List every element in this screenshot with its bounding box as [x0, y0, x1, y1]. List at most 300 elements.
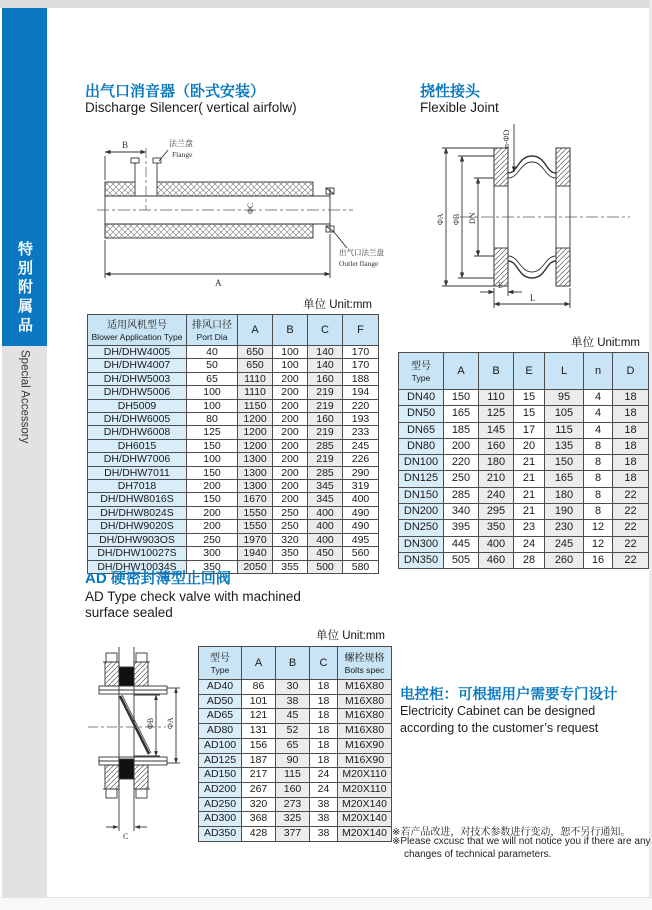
silencer-cell: 1300: [238, 466, 273, 479]
ad-cell: M16X80: [338, 724, 392, 739]
flexible-cell: 150: [545, 455, 584, 471]
silencer-cell: 250: [187, 533, 238, 546]
ad-row: [199, 827, 392, 842]
flexible-row: [399, 390, 649, 406]
ad-cell: AD80: [199, 724, 242, 739]
silencer-row: [88, 426, 379, 439]
silencer-row: [88, 346, 379, 359]
ad-cell: M20X140: [338, 812, 392, 827]
ad-cell: 160: [276, 782, 310, 797]
ad-cell: 115: [276, 768, 310, 783]
silencer-cell: 200: [273, 386, 308, 399]
flexible-cell: 24: [514, 536, 545, 552]
silencer-cell: 100: [187, 453, 238, 466]
flexible-phi-b-label: ΦB: [452, 213, 461, 225]
flexible-cell: 23: [514, 520, 545, 536]
ad-cell: 101: [242, 694, 276, 709]
flexible-header: B: [479, 353, 514, 390]
silencer-cell: 320: [273, 533, 308, 546]
silencer-cell: 160: [308, 413, 343, 426]
ad-cell: 156: [242, 738, 276, 753]
flexible-joint-diagram: [430, 120, 640, 315]
silencer-row: [88, 533, 379, 546]
silencer-cell: 226: [343, 453, 379, 466]
ad-cell: 38: [310, 827, 338, 842]
silencer-cell: 1970: [238, 533, 273, 546]
footnote-en-line2: changes of technical parameters.: [404, 849, 552, 860]
silencer-cell: DH/DHW4007: [88, 359, 187, 372]
ad-cell: 267: [242, 782, 276, 797]
flexible-cell: 165: [444, 406, 479, 422]
flexible-table: [398, 352, 649, 569]
silencer-cell: 1200: [238, 439, 273, 452]
flexible-cell: DN250: [399, 520, 444, 536]
flexible-cell: 18: [613, 438, 649, 454]
flexible-dim-e-label: E: [498, 281, 503, 290]
flexible-title-zh: 挠性接头: [420, 83, 481, 100]
silencer-cell: 200: [273, 372, 308, 385]
flexible-cell: 22: [613, 520, 649, 536]
silencer-cell: DH/DHW10034S: [88, 560, 187, 573]
flexible-cell: 4: [584, 422, 613, 438]
flexible-cell: 21: [514, 487, 545, 503]
silencer-cell: 350: [187, 560, 238, 573]
flexible-cell: 220: [444, 455, 479, 471]
silencer-header: F: [343, 315, 379, 346]
flexible-cell: 18: [613, 455, 649, 471]
silencer-row: [88, 386, 379, 399]
flexible-cell: 185: [444, 422, 479, 438]
flexible-cell: 22: [613, 536, 649, 552]
flexible-cell: 145: [479, 422, 514, 438]
silencer-cell: DH/DHW7011: [88, 466, 187, 479]
flexible-cell: 4: [584, 406, 613, 422]
ad-cell: AD200: [199, 782, 242, 797]
flexible-cell: 200: [444, 438, 479, 454]
silencer-cell: 290: [343, 466, 379, 479]
silencer-cell: 345: [308, 493, 343, 506]
silencer-phi-c-label: ΦC: [246, 202, 255, 214]
flexible-phi-a-label: ΦA: [436, 213, 445, 225]
ad-cell: M16X80: [338, 709, 392, 724]
ad-header: B: [276, 647, 310, 680]
silencer-row: [88, 399, 379, 412]
ad-cell: 377: [276, 827, 310, 842]
flexible-cell: 8: [584, 438, 613, 454]
flexible-cell: DN80: [399, 438, 444, 454]
ad-cell: 65: [276, 738, 310, 753]
silencer-cell: DH/DHW903OS: [88, 533, 187, 546]
silencer-header: B: [273, 315, 308, 346]
silencer-cell: 40: [187, 346, 238, 359]
silencer-cell: 500: [308, 560, 343, 573]
ad-header: C: [310, 647, 338, 680]
silencer-cell: 140: [308, 359, 343, 372]
ad-unit-label: 单位 Unit:mm: [316, 630, 385, 642]
silencer-cell: 1110: [238, 386, 273, 399]
ad-cell: 121: [242, 709, 276, 724]
flexible-cell: 18: [613, 390, 649, 406]
ad-cell: 131: [242, 724, 276, 739]
ad-cell: 18: [310, 724, 338, 739]
sidebar-tab-special-accessory: [2, 8, 47, 346]
ad-cell: 38: [276, 694, 310, 709]
ad-cell: AD350: [199, 827, 242, 842]
ad-row: [199, 782, 392, 797]
silencer-cell: 100: [273, 359, 308, 372]
flexible-cell: 4: [584, 390, 613, 406]
flexible-row: [399, 406, 649, 422]
silencer-cell: 193: [343, 413, 379, 426]
flexible-cell: 18: [613, 406, 649, 422]
silencer-cell: DH/DHW4005: [88, 346, 187, 359]
ad-cell: 273: [276, 797, 310, 812]
silencer-cell: 1150: [238, 399, 273, 412]
flexible-cell: 21: [514, 471, 545, 487]
ad-cell: 52: [276, 724, 310, 739]
silencer-row: [88, 506, 379, 519]
silencer-cell: 495: [343, 533, 379, 546]
ad-cell: 428: [242, 827, 276, 842]
ad-title-en-line2: surface sealed: [85, 605, 173, 620]
ad-cell: AD40: [199, 680, 242, 695]
flexible-cell: 350: [479, 520, 514, 536]
flexible-cell: 12: [584, 536, 613, 552]
flexible-cell: DN65: [399, 422, 444, 438]
silencer-cell: 150: [187, 439, 238, 452]
flexible-cell: 18: [613, 422, 649, 438]
flexible-cell: 260: [545, 552, 584, 568]
flexible-header: 型号 Type: [399, 353, 444, 390]
silencer-cell: 50: [187, 359, 238, 372]
flexible-header: A: [444, 353, 479, 390]
ad-valve-diagram: [86, 643, 194, 843]
silencer-cell: 490: [343, 520, 379, 533]
ad-cell: M16X80: [338, 694, 392, 709]
ad-cell: 187: [242, 753, 276, 768]
ad-cell: M16X90: [338, 738, 392, 753]
sidebar-title-zh: 特别附属品: [16, 241, 33, 336]
silencer-cell: 200: [273, 399, 308, 412]
flexible-cell: 18: [613, 471, 649, 487]
cabinet-text-line1: Electricity Cabinet can be designed: [400, 704, 596, 718]
flexible-cell: 210: [479, 471, 514, 487]
silencer-cell: DH/DHW9020S: [88, 520, 187, 533]
silencer-row: [88, 520, 379, 533]
flexible-cell: DN100: [399, 455, 444, 471]
flexible-cell: 8: [584, 455, 613, 471]
flexible-cell: DN350: [399, 552, 444, 568]
silencer-cell: 125: [187, 426, 238, 439]
ad-row: [199, 812, 392, 827]
silencer-cell: 220: [343, 399, 379, 412]
flexible-cell: 150: [444, 390, 479, 406]
silencer-cell: DH5009: [88, 399, 187, 412]
ad-title-zh: AD 硬密封薄型止回阀: [85, 570, 231, 587]
silencer-cell: DH7018: [88, 480, 187, 493]
silencer-cell: DH/DHW6005: [88, 413, 187, 426]
ad-cell: 320: [242, 797, 276, 812]
flexible-cell: DN300: [399, 536, 444, 552]
silencer-title-en: Discharge Silencer( vertical airfolw): [85, 100, 297, 115]
silencer-cell: 170: [343, 346, 379, 359]
ad-row: [199, 797, 392, 812]
silencer-row: [88, 493, 379, 506]
silencer-cell: 1550: [238, 506, 273, 519]
silencer-cell: 1300: [238, 453, 273, 466]
flexible-cell: 110: [479, 390, 514, 406]
silencer-cell: 1940: [238, 547, 273, 560]
flexible-row: [399, 520, 649, 536]
silencer-cell: 100: [187, 399, 238, 412]
silencer-cell: 65: [187, 372, 238, 385]
flexible-cell: 180: [479, 455, 514, 471]
ad-cell: AD250: [199, 797, 242, 812]
silencer-cell: 1550: [238, 520, 273, 533]
silencer-cell: DH/DHW5003: [88, 372, 187, 385]
silencer-unit-label: 单位 Unit:mm: [303, 299, 372, 311]
flexible-cell: 15: [514, 406, 545, 422]
flexible-cell: 340: [444, 504, 479, 520]
ad-cell: M20X110: [338, 768, 392, 783]
silencer-cell: DH/DHW5006: [88, 386, 187, 399]
ad-cell: 18: [310, 694, 338, 709]
page-bottom-edge: [0, 897, 652, 910]
flexible-cell: DN125: [399, 471, 444, 487]
flexible-row: [399, 552, 649, 568]
silencer-cell: 188: [343, 372, 379, 385]
flexible-header-row: [399, 353, 649, 390]
silencer-table: [87, 314, 379, 574]
ad-cell: M20X140: [338, 827, 392, 842]
ad-cell: 325: [276, 812, 310, 827]
silencer-cell: 200: [187, 506, 238, 519]
silencer-header: C: [308, 315, 343, 346]
silencer-cell: DH/DHW8016S: [88, 493, 187, 506]
silencer-cell: DH6015: [88, 439, 187, 452]
silencer-cell: 1300: [238, 480, 273, 493]
silencer-cell: 1670: [238, 493, 273, 506]
ad-cell: 18: [310, 709, 338, 724]
flexible-cell: 15: [514, 390, 545, 406]
flexible-cell: 460: [479, 552, 514, 568]
silencer-cell: DH/DHW6008: [88, 426, 187, 439]
ad-table: [198, 646, 392, 842]
silencer-cell: 160: [308, 372, 343, 385]
silencer-cell: 200: [273, 493, 308, 506]
silencer-cell: 219: [308, 426, 343, 439]
flexible-cell: 250: [444, 471, 479, 487]
flexible-cell: 8: [584, 487, 613, 503]
flexible-row: [399, 536, 649, 552]
ad-cell: 217: [242, 768, 276, 783]
flexible-cell: 445: [444, 536, 479, 552]
silencer-header-row: [88, 315, 379, 346]
flexible-cell: 115: [545, 422, 584, 438]
silencer-row: [88, 359, 379, 372]
silencer-cell: 200: [187, 480, 238, 493]
silencer-cell: 400: [308, 506, 343, 519]
ad-row: [199, 768, 392, 783]
flexible-cell: 165: [545, 471, 584, 487]
footnote-en-line1: ※Please cxcusc that we will not notice you if there are any: [392, 836, 651, 847]
ad-cell: 30: [276, 680, 310, 695]
silencer-cell: 200: [273, 426, 308, 439]
silencer-cell: 170: [343, 359, 379, 372]
silencer-cell: 285: [308, 466, 343, 479]
flexible-cell: DN200: [399, 504, 444, 520]
flexible-cell: 20: [514, 438, 545, 454]
silencer-cell: 400: [308, 533, 343, 546]
silencer-header: 适用风机型号 Blower Application Type: [88, 315, 187, 346]
ad-cell: M20X140: [338, 797, 392, 812]
flexible-n-phi-d-label: n-ΦD: [502, 129, 511, 148]
silencer-row: [88, 439, 379, 452]
ad-cell: M20X110: [338, 782, 392, 797]
flexible-cell: 190: [545, 504, 584, 520]
cabinet-text-line2: according to the customer’s request: [400, 721, 599, 735]
flexible-cell: 22: [613, 504, 649, 520]
flexible-cell: 28: [514, 552, 545, 568]
silencer-cell: 560: [343, 547, 379, 560]
silencer-row: [88, 413, 379, 426]
silencer-cell: 140: [308, 346, 343, 359]
ad-cell: 38: [310, 812, 338, 827]
ad-header: A: [242, 647, 276, 680]
ad-cell: 368: [242, 812, 276, 827]
ad-cell: AD300: [199, 812, 242, 827]
flexible-cell: 21: [514, 504, 545, 520]
flexible-cell: 16: [584, 552, 613, 568]
silencer-row: [88, 372, 379, 385]
silencer-cell: 2050: [238, 560, 273, 573]
silencer-row: [88, 547, 379, 560]
flexible-cell: 295: [479, 504, 514, 520]
sidebar-strip: [2, 346, 47, 897]
ad-cell: AD65: [199, 709, 242, 724]
flexible-row: [399, 455, 649, 471]
flexible-header: D: [613, 353, 649, 390]
flexible-cell: 245: [545, 536, 584, 552]
silencer-diagram: [95, 136, 385, 296]
ad-cell: 90: [276, 753, 310, 768]
cabinet-title-zh: 电控柜：可根据用户需要专门设计: [400, 687, 618, 703]
ad-row: [199, 753, 392, 768]
flexible-header: n: [584, 353, 613, 390]
flexible-cell: 160: [479, 438, 514, 454]
silencer-cell: 285: [308, 439, 343, 452]
ad-row: [199, 724, 392, 739]
flexible-row: [399, 422, 649, 438]
silencer-row: [88, 480, 379, 493]
flexible-dn-label: DN: [468, 212, 477, 224]
silencer-flange-label-en: Flange: [172, 150, 193, 159]
flexible-row: [399, 504, 649, 520]
flexible-cell: 125: [479, 406, 514, 422]
flexible-cell: DN50: [399, 406, 444, 422]
flexible-header: L: [545, 353, 584, 390]
silencer-cell: DH/DHW10027S: [88, 547, 187, 560]
ad-cell: AD125: [199, 753, 242, 768]
flexible-row: [399, 471, 649, 487]
silencer-flange-label-zh: 法兰盘: [169, 139, 193, 148]
ad-row: [199, 738, 392, 753]
silencer-cell: 200: [273, 453, 308, 466]
silencer-cell: 355: [273, 560, 308, 573]
silencer-dim-b-label: B: [122, 140, 129, 150]
ad-cell: M16X90: [338, 753, 392, 768]
silencer-cell: 400: [343, 493, 379, 506]
flexible-cell: 505: [444, 552, 479, 568]
flexible-cell: 285: [444, 487, 479, 503]
silencer-cell: 490: [343, 506, 379, 519]
ad-cell: 18: [310, 753, 338, 768]
flexible-cell: 21: [514, 455, 545, 471]
ad-cell: 24: [310, 768, 338, 783]
silencer-cell: 650: [238, 346, 273, 359]
sidebar-title-en: Special Accessory: [18, 350, 31, 444]
flexible-cell: 22: [613, 552, 649, 568]
ad-cell: AD100: [199, 738, 242, 753]
flexible-cell: DN150: [399, 487, 444, 503]
ad-row: [199, 709, 392, 724]
ad-cell: 18: [310, 680, 338, 695]
ad-cell: 24: [310, 782, 338, 797]
silencer-cell: 200: [273, 413, 308, 426]
flexible-cell: 95: [545, 390, 584, 406]
flexible-cell: DN40: [399, 390, 444, 406]
ad-row: [199, 680, 392, 695]
flexible-cell: 240: [479, 487, 514, 503]
silencer-cell: 1200: [238, 413, 273, 426]
silencer-header: 排风口径 Port Dia: [187, 315, 238, 346]
ad-cell: AD50: [199, 694, 242, 709]
silencer-cell: 450: [308, 547, 343, 560]
silencer-cell: 400: [308, 520, 343, 533]
silencer-cell: 200: [273, 480, 308, 493]
silencer-row: [88, 466, 379, 479]
ad-header-row: [199, 647, 392, 680]
flexible-cell: 180: [545, 487, 584, 503]
silencer-cell: 200: [273, 439, 308, 452]
silencer-cell: DH/DHW8024S: [88, 506, 187, 519]
silencer-header: A: [238, 315, 273, 346]
ad-phi-b-label: ΦB: [146, 717, 155, 729]
ad-dim-c-label: C: [123, 832, 129, 841]
silencer-cell: 200: [273, 466, 308, 479]
page-top-edge: [0, 0, 652, 8]
silencer-outlet-label-zh: 出气口法兰盘: [339, 248, 384, 257]
flexible-header: E: [514, 353, 545, 390]
flexible-cell: 8: [584, 504, 613, 520]
silencer-cell: 150: [187, 493, 238, 506]
silencer-cell: 350: [273, 547, 308, 560]
silencer-dim-a-label: A: [215, 278, 222, 288]
silencer-cell: 219: [308, 453, 343, 466]
ad-title-en-line1: AD Type check valve with machined: [85, 589, 301, 604]
flexible-cell: 230: [545, 520, 584, 536]
flexible-row: [399, 438, 649, 454]
silencer-row: [88, 453, 379, 466]
silencer-cell: 650: [238, 359, 273, 372]
ad-row: [199, 694, 392, 709]
silencer-cell: DH/DHW7006: [88, 453, 187, 466]
silencer-cell: 80: [187, 413, 238, 426]
ad-header: 型号 Type: [199, 647, 242, 680]
silencer-cell: 245: [343, 439, 379, 452]
silencer-cell: 300: [187, 547, 238, 560]
ad-cell: 86: [242, 680, 276, 695]
